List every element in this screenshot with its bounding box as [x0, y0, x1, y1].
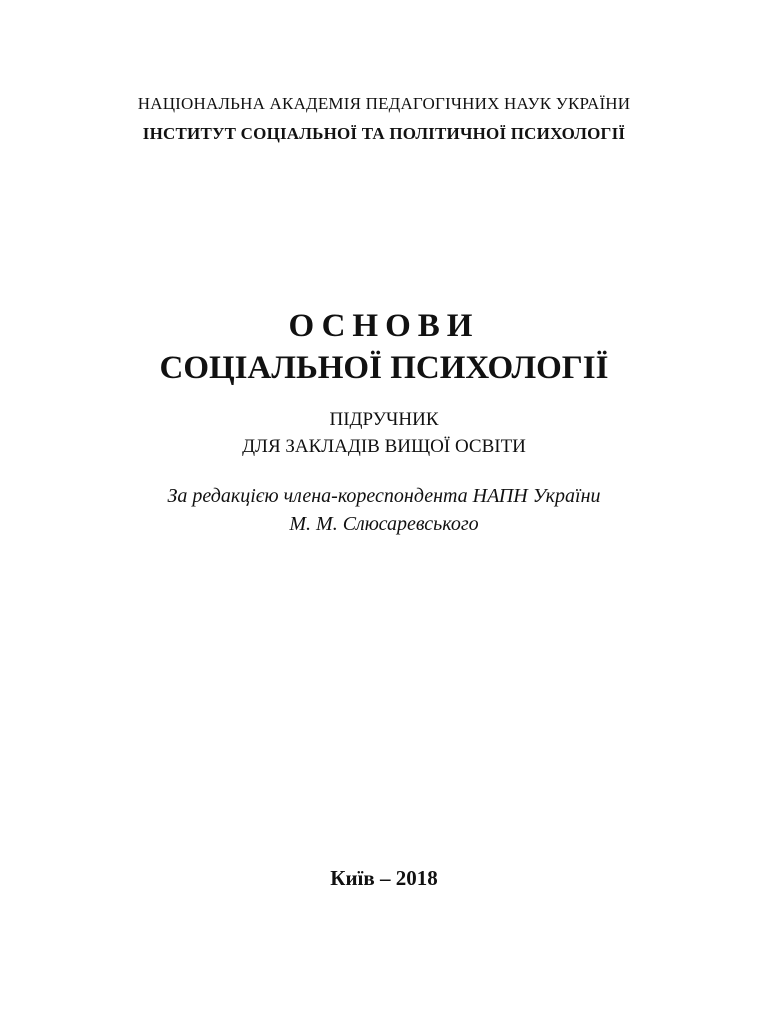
editor-name: М. М. Слюсаревського — [289, 513, 479, 535]
book-title-line-2: СОЦІАЛЬНОЇ ПСИХОЛОГІЇ — [159, 350, 609, 386]
institute-name: ІНСТИТУТ СОЦІАЛЬНОЇ ТА ПОЛІТИЧНОЇ ПСИХОЛОГІЇ — [142, 124, 626, 143]
city-year: Київ – 2018 — [330, 866, 438, 890]
academy-name: НАЦІОНАЛЬНА АКАДЕМІЯ ПЕДАГОГІЧНИХ НАУК УКРАЇНИ — [137, 94, 631, 113]
book-audience: ДЛЯ ЗАКЛАДІВ ВИЩОЇ ОСВІТИ — [242, 436, 526, 457]
editor-credit: За редакцією члена-кореспондента НАПН України — [167, 485, 601, 507]
book-title-line-1: ОСНОВИ — [288, 308, 480, 344]
book-type: ПІДРУЧНИК — [329, 409, 439, 430]
